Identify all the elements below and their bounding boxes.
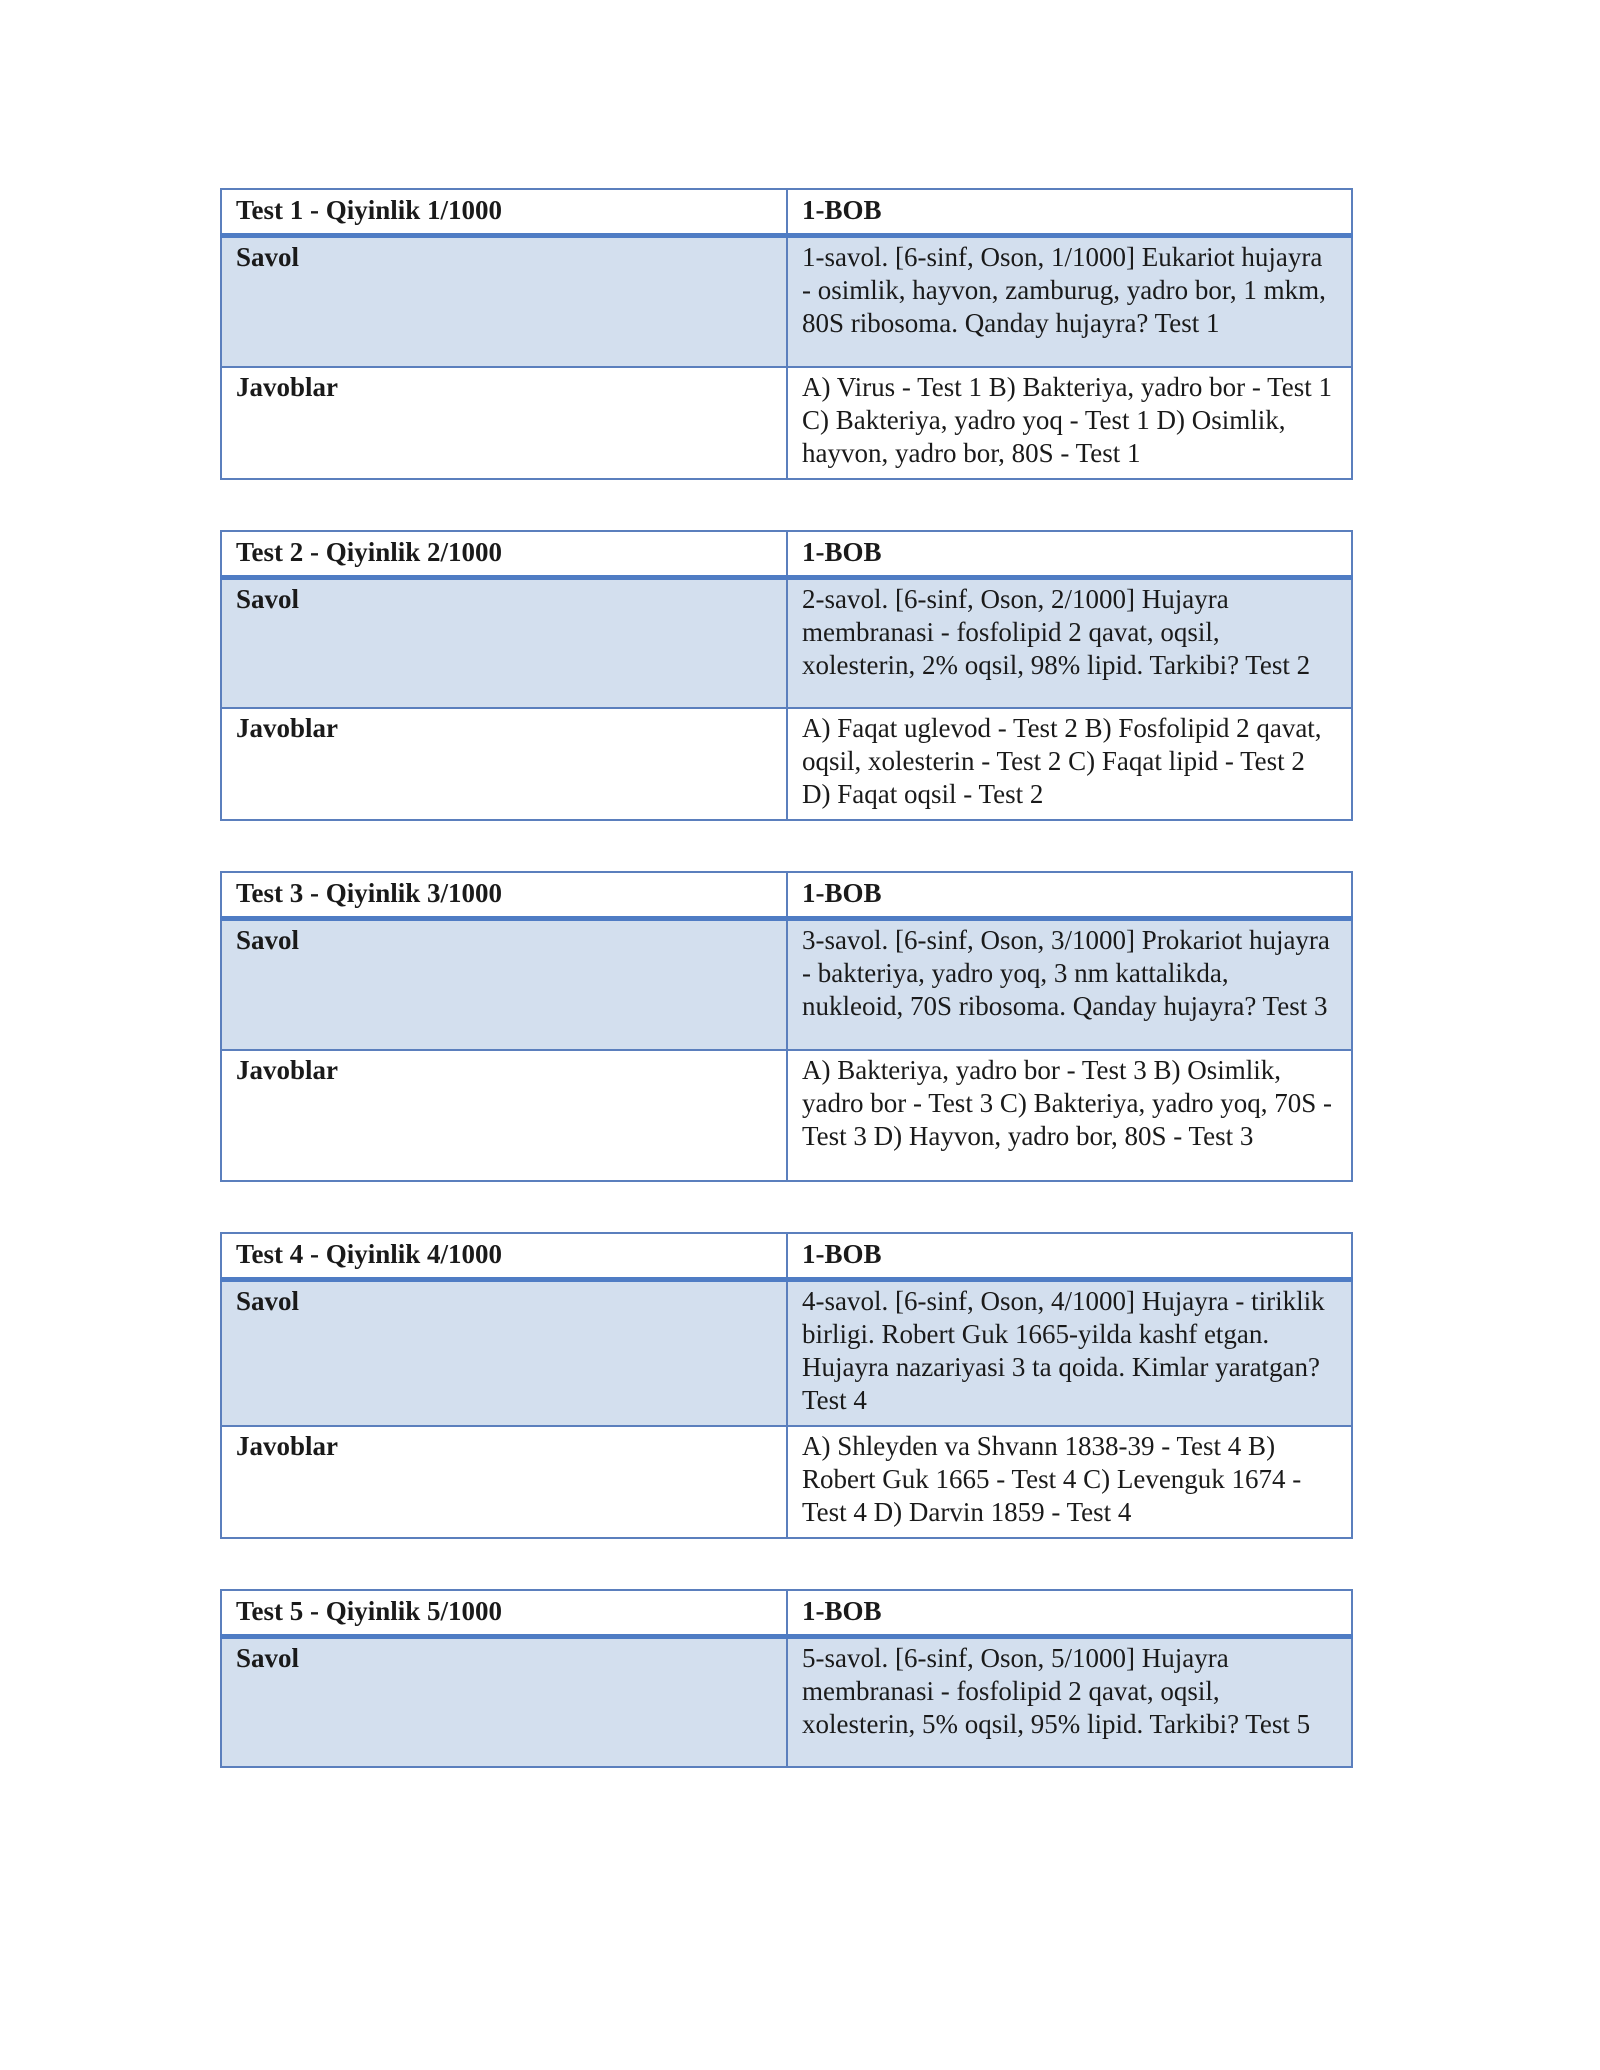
answers-row	[221, 1426, 1352, 1538]
test-header-row	[221, 1233, 1352, 1280]
test-table-2	[220, 530, 1353, 822]
answers-text: A) Virus - Test 1 B) Bakteriya, yadro bor - Test 1 C) Bakteriya, yadro yoq - Test 1 D) Osimlik, hayvon, yadro bor, 80S - Test 1	[787, 367, 1352, 479]
test-table-3	[220, 871, 1353, 1182]
question-row	[221, 236, 1352, 367]
test-table-4	[220, 1232, 1353, 1539]
question-row	[221, 919, 1352, 1050]
answers-row	[221, 1050, 1352, 1181]
question-text: 4-savol. [6-sinf, Oson, 4/1000] Hujayra - tiriklik birligi. Robert Guk 1665-yilda kashf etgan. Hujayra nazariyasi 3 ta qoida. Kimlar yaratgan? Test 4	[787, 1279, 1352, 1426]
question-label: Savol	[221, 919, 787, 1050]
answers-label: Javoblar	[221, 367, 787, 479]
answers-text: A) Bakteriya, yadro bor - Test 3 B) Osimlik, yadro bor - Test 3 C) Bakteriya, yadro yoq, 70S - Test 3 D) Hayvon, yadro bor, 80S - Test 3	[787, 1050, 1352, 1181]
question-text: 3-savol. [6-sinf, Oson, 3/1000] Prokariot hujayra - bakteriya, yadro yoq, 3 nm kattalikda, nukleoid, 70S ribosoma. Qanday hujayra? Test 3	[787, 919, 1352, 1050]
test-header-row	[221, 1590, 1352, 1637]
test-title: Test 4 - Qiyinlik 4/1000	[221, 1233, 787, 1280]
test-title: Test 1 - Qiyinlik 1/1000	[221, 189, 787, 236]
question-label: Savol	[221, 1636, 787, 1767]
answers-label: Javoblar	[221, 1050, 787, 1181]
answers-text: A) Shleyden va Shvann 1838-39 - Test 4 B) Robert Guk 1665 - Test 4 C) Levenguk 1674 - Test 4 D) Darvin 1859 - Test 4	[787, 1426, 1352, 1538]
chapter-label: 1-BOB	[787, 1233, 1352, 1280]
chapter-label: 1-BOB	[787, 189, 1352, 236]
question-label: Savol	[221, 577, 787, 708]
test-title: Test 3 - Qiyinlik 3/1000	[221, 872, 787, 919]
question-text: 5-savol. [6-sinf, Oson, 5/1000] Hujayra membranasi - fosfolipid 2 qavat, oqsil, xolesterin, 5% oqsil, 95% lipid. Tarkibi? Test 5	[787, 1636, 1352, 1767]
chapter-label: 1-BOB	[787, 1590, 1352, 1637]
test-title: Test 2 - Qiyinlik 2/1000	[221, 531, 787, 578]
question-label: Savol	[221, 236, 787, 367]
test-header-row	[221, 872, 1352, 919]
question-text: 1-savol. [6-sinf, Oson, 1/1000] Eukariot hujayra - osimlik, hayvon, zamburug, yadro bor, 1 mkm, 80S ribosoma. Qanday hujayra? Test 1	[787, 236, 1352, 367]
test-table-1	[220, 188, 1353, 480]
answers-label: Javoblar	[221, 708, 787, 820]
answers-row	[221, 708, 1352, 820]
chapter-label: 1-BOB	[787, 872, 1352, 919]
answers-text: A) Faqat uglevod - Test 2 B) Fosfolipid 2 qavat, oqsil, xolesterin - Test 2 C) Faqat lipid - Test 2 D) Faqat oqsil - Test 2	[787, 708, 1352, 820]
question-label: Savol	[221, 1279, 787, 1426]
answers-row	[221, 367, 1352, 479]
test-title: Test 5 - Qiyinlik 5/1000	[221, 1590, 787, 1637]
test-header-row	[221, 531, 1352, 578]
chapter-label: 1-BOB	[787, 531, 1352, 578]
test-header-row	[221, 189, 1352, 236]
question-row	[221, 1636, 1352, 1767]
document-page	[220, 188, 1351, 1818]
answers-label: Javoblar	[221, 1426, 787, 1538]
question-row	[221, 1279, 1352, 1426]
test-table-5	[220, 1589, 1353, 1769]
question-text: 2-savol. [6-sinf, Oson, 2/1000] Hujayra membranasi - fosfolipid 2 qavat, oqsil, xolesterin, 2% oqsil, 98% lipid. Tarkibi? Test 2	[787, 577, 1352, 708]
question-row	[221, 577, 1352, 708]
